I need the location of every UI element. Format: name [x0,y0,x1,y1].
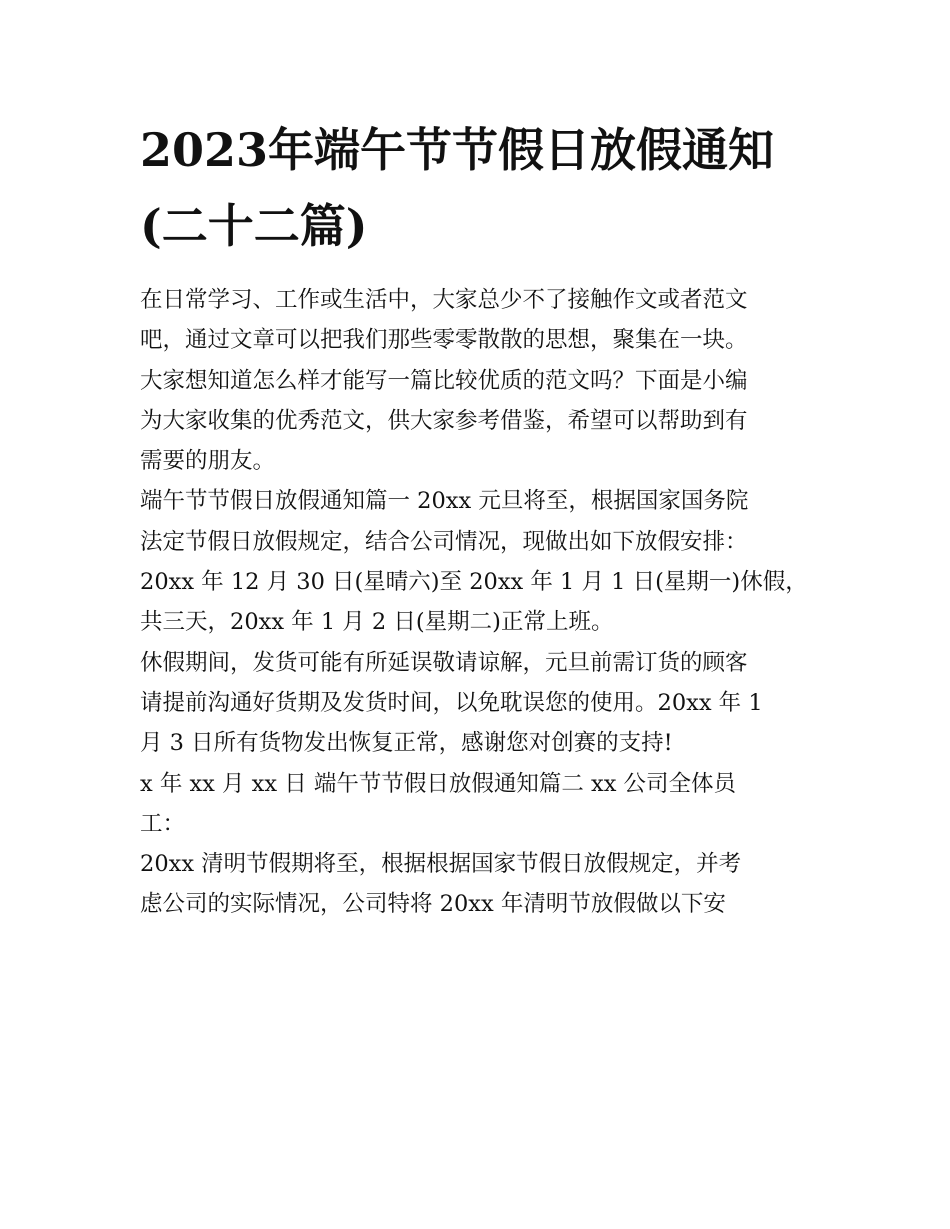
document-title [140,112,840,264]
body-line: 工： [140,810,186,837]
body-line: 大家想知道怎么样才能写一篇比较优质的范文吗？下面是小编 [140,367,748,394]
body-line: 共三天，20xx 年 1 月 2 日(星期二)正常上班。 [140,609,614,636]
title-line-1: 2023年端午节节假日放假通知 [140,123,775,177]
body-line: x 年 xx 月 xx 日 端午节节假日放假通知篇二 xx 公司全体员 [140,770,737,797]
title-line-2: (二十二篇) [140,199,368,253]
body-line: 月 3 日所有货物发出恢复正常，感谢您对创赛的支持! [140,730,673,757]
body-line: 为大家收集的优秀范文，供大家参考借鉴，希望可以帮助到有 [140,407,748,434]
document-body [140,280,840,925]
body-line: 20xx 年 12 月 30 日(星晴六)至 20xx 年 1 月 1 日(星期一)休假， [140,569,808,596]
body-line: 请提前沟通好货期及发货时间，以免耽误您的使用。20xx 年 1 [140,689,763,716]
body-line: 20xx 清明节假期将至，根据根据国家节假日放假规定，并考 [140,851,742,878]
body-line: 虑公司的实际情况，公司特将 20xx 年清明节放假做以下安 [140,891,726,918]
body-line: 吧，通过文章可以把我们那些零零散散的思想，聚集在一块。 [140,327,748,354]
body-line: 休假期间，发货可能有所延误敬请谅解，元旦前需订货的顾客 [140,649,748,676]
body-line: 需要的朋友。 [140,448,276,475]
body-line: 在日常学习、工作或生活中，大家总少不了接触作文或者范文 [140,287,748,313]
body-line: 法定节假日放假规定，结合公司情况，现做出如下放假安排： [140,528,748,555]
body-line: 端午节节假日放假通知篇一 20xx 元旦将至，根据国家国务院 [140,488,749,515]
